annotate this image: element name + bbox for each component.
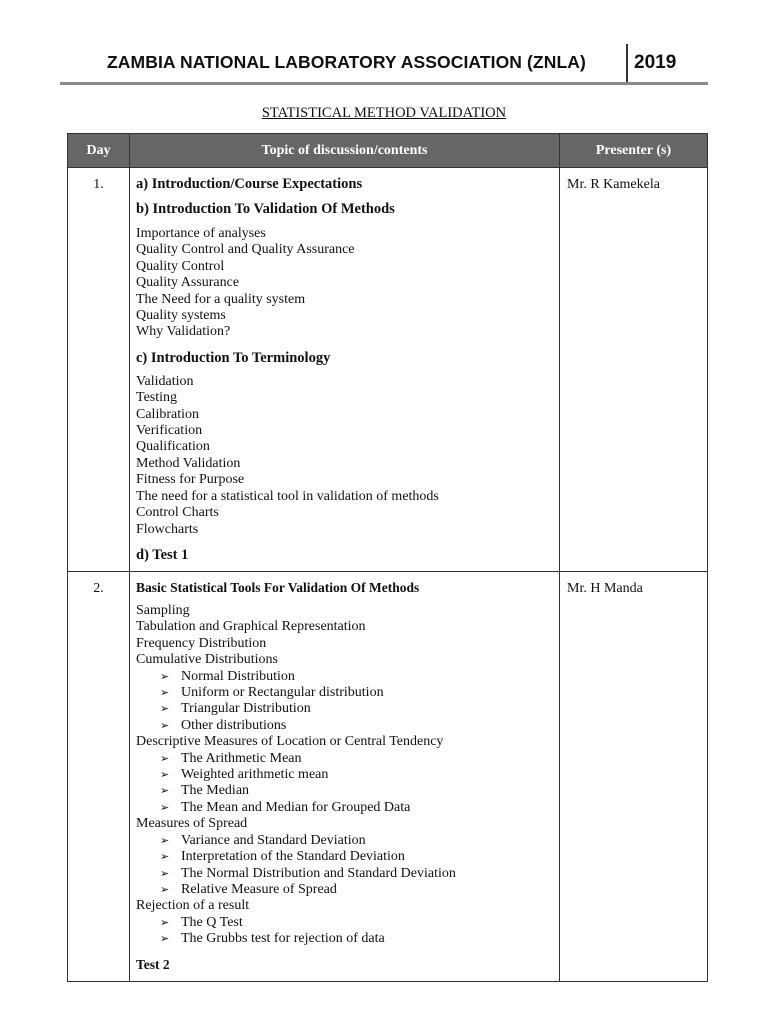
arrow-bullet-icon: ➢ bbox=[160, 785, 170, 798]
bullet-item bbox=[136, 767, 553, 783]
bullet-text: Other distributions bbox=[181, 717, 287, 733]
header-title: ZAMBIA NATIONAL LABORATORY ASSOCIATION (ZNLA) bbox=[107, 52, 586, 72]
section-heading-d: d) Test 1 bbox=[136, 546, 189, 563]
arrow-bullet-icon: ➢ bbox=[160, 867, 170, 880]
bullet-item bbox=[136, 882, 553, 898]
list-item: Quality systems bbox=[136, 308, 226, 324]
arrow-bullet-icon: ➢ bbox=[160, 769, 170, 782]
arrow-bullet-icon: ➢ bbox=[160, 883, 170, 896]
list-item: Flowcharts bbox=[136, 521, 199, 537]
bullet-item bbox=[136, 915, 553, 931]
bullet-item bbox=[136, 866, 553, 882]
column-header-presenter: Presenter (s) bbox=[560, 134, 708, 168]
schedule-table bbox=[67, 133, 708, 982]
list-item: Quality Assurance bbox=[136, 275, 240, 291]
topic-list-b bbox=[136, 226, 553, 341]
bullet-text: Triangular Distribution bbox=[181, 701, 311, 717]
bullet-item bbox=[136, 669, 553, 685]
document-header bbox=[60, 44, 708, 84]
list-item: Frequency Distribution bbox=[136, 635, 267, 651]
bullet-text: Weighted arithmetic mean bbox=[181, 767, 329, 783]
section-heading-a: a) Introduction/Course Expectations bbox=[136, 176, 363, 192]
list-item: Descriptive Measures of Location or Central Tendency bbox=[136, 734, 444, 750]
list-item: Quality Control and Quality Assurance bbox=[136, 242, 355, 258]
topic-cell bbox=[130, 572, 560, 982]
column-header-topic: Topic of discussion/contents bbox=[130, 134, 560, 168]
arrow-bullet-icon: ➢ bbox=[160, 719, 170, 732]
list-item: Why Validation? bbox=[136, 324, 231, 340]
arrow-bullet-icon: ➢ bbox=[160, 851, 170, 864]
arrow-bullet-icon: ➢ bbox=[160, 933, 170, 946]
list-item: Control Charts bbox=[136, 505, 219, 521]
bullet-text: The Normal Distribution and Standard Deviation bbox=[181, 865, 456, 881]
bullet-text: Normal Distribution bbox=[181, 668, 295, 684]
list-item: Importance of analyses bbox=[136, 226, 266, 241]
arrow-bullet-icon: ➢ bbox=[160, 703, 170, 716]
arrow-bullet-icon: ➢ bbox=[160, 752, 170, 765]
bullet-item bbox=[136, 833, 553, 849]
bullet-text: Interpretation of the Standard Deviation bbox=[181, 849, 405, 865]
test-heading: Test 2 bbox=[136, 956, 170, 972]
arrow-bullet-icon: ➢ bbox=[160, 670, 170, 683]
bullet-item bbox=[136, 701, 553, 717]
arrow-bullet-icon: ➢ bbox=[160, 916, 170, 929]
list-item: The need for a statistical tool in validation of methods bbox=[136, 488, 439, 504]
arrow-bullet-icon: ➢ bbox=[160, 834, 170, 847]
bullet-text: The Grubbs test for rejection of data bbox=[181, 931, 385, 947]
list-item: Verification bbox=[136, 423, 203, 439]
bullet-text: Variance and Standard Deviation bbox=[181, 832, 366, 848]
day-number: 2. bbox=[68, 572, 130, 982]
bullet-text: Uniform or Rectangular distribution bbox=[181, 685, 384, 701]
list-item: Tabulation and Graphical Representation bbox=[136, 619, 366, 635]
topic-list-c bbox=[136, 374, 553, 538]
presenter-name: Mr. R Kamekela bbox=[560, 168, 708, 572]
column-header-day: Day bbox=[68, 134, 130, 168]
list-item: The Need for a quality system bbox=[136, 291, 306, 307]
bullet-item bbox=[136, 685, 553, 701]
bullet-text: Relative Measure of Spread bbox=[181, 881, 337, 897]
table-row-day-1 bbox=[68, 168, 708, 572]
bullet-text: The Q Test bbox=[181, 914, 243, 930]
list-item: Testing bbox=[136, 390, 178, 406]
bullet-text: The Mean and Median for Grouped Data bbox=[181, 799, 411, 815]
section-heading: Basic Statistical Tools For Validation Of Methods bbox=[136, 580, 420, 595]
list-item: Calibration bbox=[136, 406, 199, 422]
bullet-item bbox=[136, 718, 553, 734]
header-rule bbox=[60, 82, 708, 85]
section-heading-c: c) Introduction To Terminology bbox=[136, 349, 331, 366]
bullet-item bbox=[136, 849, 553, 865]
presenter-name: Mr. H Manda bbox=[560, 572, 708, 982]
bullet-item bbox=[136, 931, 553, 947]
list-item: Measures of Spread bbox=[136, 816, 248, 832]
bullet-item bbox=[136, 800, 553, 816]
bullet-item bbox=[136, 783, 553, 799]
list-item: Sampling bbox=[136, 603, 190, 618]
header-year: 2019 bbox=[634, 52, 677, 73]
list-item: Cumulative Distributions bbox=[136, 652, 278, 668]
list-item: Qualification bbox=[136, 439, 210, 455]
list-item: Quality Control bbox=[136, 258, 225, 274]
bullet-item bbox=[136, 751, 553, 767]
list-item: Method Validation bbox=[136, 455, 241, 471]
bullet-text: The Arithmetic Mean bbox=[181, 750, 302, 766]
list-item: Rejection of a result bbox=[136, 898, 250, 914]
list-item: Fitness for Purpose bbox=[136, 472, 245, 488]
topic-cell bbox=[130, 168, 560, 572]
bullet-text: The Median bbox=[181, 783, 250, 799]
document-title: STATISTICAL METHOD VALIDATION bbox=[261, 105, 507, 121]
day-number: 1. bbox=[68, 168, 130, 572]
header-separator bbox=[626, 44, 628, 84]
section-heading-b: b) Introduction To Validation Of Methods bbox=[136, 201, 395, 217]
table-row-day-2 bbox=[68, 572, 708, 982]
table-header-row bbox=[68, 134, 708, 168]
topic-list bbox=[136, 603, 553, 948]
arrow-bullet-icon: ➢ bbox=[160, 801, 170, 814]
arrow-bullet-icon: ➢ bbox=[160, 687, 170, 700]
list-item: Validation bbox=[136, 373, 194, 389]
